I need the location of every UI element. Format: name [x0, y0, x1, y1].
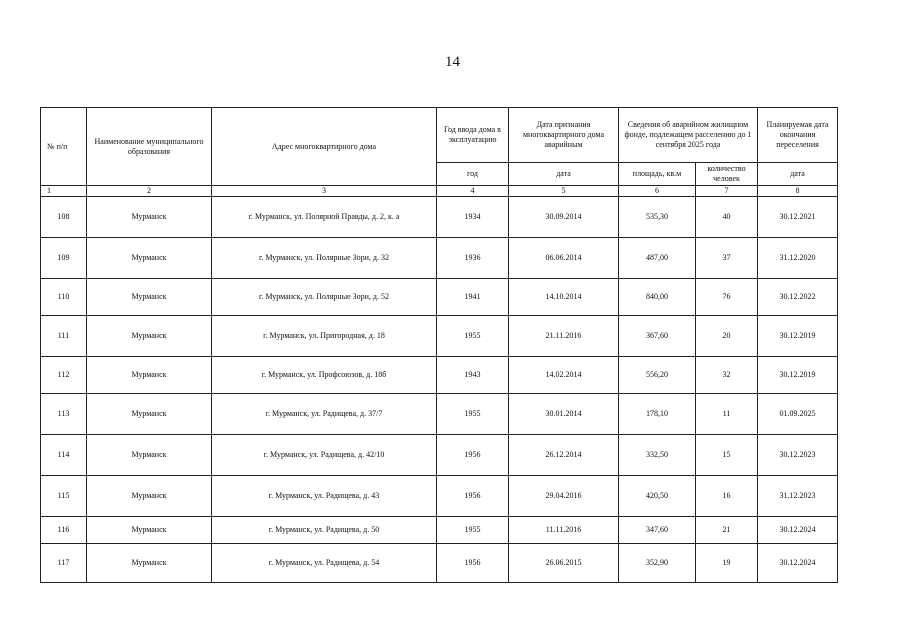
- subheader-people: количество человек: [696, 163, 758, 186]
- cell-planned: 30.12.2024: [758, 544, 838, 583]
- cell-address: г. Мурманск, ул. Радищева, д. 50: [212, 517, 437, 544]
- cell-municipality: Мурманск: [87, 357, 212, 394]
- cell-planned: 31.12.2020: [758, 238, 838, 279]
- cell-date: 30.01.2014: [509, 394, 619, 435]
- cell-year: 1934: [437, 197, 509, 238]
- table-row: [41, 435, 838, 476]
- column-number: 6: [619, 186, 696, 197]
- table-row: [41, 544, 838, 583]
- table-row: [41, 238, 838, 279]
- cell-year: 1943: [437, 357, 509, 394]
- cell-address: г. Мурманск, ул. Полярные Зори, д. 52: [212, 279, 437, 316]
- cell-address: г. Мурманск, ул. Радищева, д. 43: [212, 476, 437, 517]
- cell-planned: 30.12.2022: [758, 279, 838, 316]
- cell-no: 108: [41, 197, 87, 238]
- subheader-year: год: [437, 163, 509, 186]
- cell-year: 1956: [437, 435, 509, 476]
- cell-address: г. Мурманск, ул. Пригородная, д. 18: [212, 316, 437, 357]
- table-row: [41, 197, 838, 238]
- cell-people: 21: [696, 517, 758, 544]
- cell-year: 1956: [437, 476, 509, 517]
- header-year-built: Год ввода дома в эксплуатацию: [437, 108, 509, 163]
- cell-area: 556,20: [619, 357, 696, 394]
- subheader-planned: дата: [758, 163, 838, 186]
- cell-date: 30.09.2014: [509, 197, 619, 238]
- cell-date: 06.06.2014: [509, 238, 619, 279]
- header-no: № п/п: [41, 108, 87, 186]
- cell-date: 11.11.2016: [509, 517, 619, 544]
- cell-no: 114: [41, 435, 87, 476]
- cell-no: 110: [41, 279, 87, 316]
- cell-municipality: Мурманск: [87, 279, 212, 316]
- cell-municipality: Мурманск: [87, 394, 212, 435]
- cell-area: 420,50: [619, 476, 696, 517]
- cell-area: 347,60: [619, 517, 696, 544]
- cell-municipality: Мурманск: [87, 238, 212, 279]
- header-municipality: Наименование муниципального образования: [87, 108, 212, 186]
- subheader-date: дата: [509, 163, 619, 186]
- cell-date: 14.02.2014: [509, 357, 619, 394]
- cell-no: 116: [41, 517, 87, 544]
- cell-people: 11: [696, 394, 758, 435]
- cell-area: 332,50: [619, 435, 696, 476]
- cell-date: 26.06.2015: [509, 544, 619, 583]
- cell-municipality: Мурманск: [87, 435, 212, 476]
- header-address: Адрес многоквартирного дома: [212, 108, 437, 186]
- cell-planned: 30.12.2024: [758, 517, 838, 544]
- column-number: 2: [87, 186, 212, 197]
- cell-year: 1956: [437, 544, 509, 583]
- table-row: [41, 517, 838, 544]
- cell-area: 178,10: [619, 394, 696, 435]
- cell-address: г. Мурманск, ул. Радищева, д. 37/7: [212, 394, 437, 435]
- emergency-housing-table: [40, 107, 838, 583]
- cell-people: 37: [696, 238, 758, 279]
- cell-no: 111: [41, 316, 87, 357]
- column-number: 8: [758, 186, 838, 197]
- page-number: 14: [445, 54, 460, 70]
- cell-no: 115: [41, 476, 87, 517]
- header-fund-info: Сведения об аварийном жилищном фонде, подлежащем расселению до 1 сентября 2025 года: [619, 108, 758, 163]
- cell-date: 26.12.2014: [509, 435, 619, 476]
- cell-date: 29.04.2016: [509, 476, 619, 517]
- cell-no: 112: [41, 357, 87, 394]
- column-number: 7: [696, 186, 758, 197]
- cell-year: 1955: [437, 316, 509, 357]
- cell-date: 14.10.2014: [509, 279, 619, 316]
- table-row: [41, 279, 838, 316]
- cell-people: 15: [696, 435, 758, 476]
- cell-people: 76: [696, 279, 758, 316]
- table-row: [41, 357, 838, 394]
- cell-area: 487,00: [619, 238, 696, 279]
- cell-people: 20: [696, 316, 758, 357]
- cell-address: г. Мурманск, ул. Полярные Зори, д. 32: [212, 238, 437, 279]
- cell-no: 109: [41, 238, 87, 279]
- cell-municipality: Мурманск: [87, 316, 212, 357]
- cell-area: 367,60: [619, 316, 696, 357]
- cell-people: 19: [696, 544, 758, 583]
- subheader-area: площадь, кв.м: [619, 163, 696, 186]
- cell-municipality: Мурманск: [87, 197, 212, 238]
- cell-year: 1941: [437, 279, 509, 316]
- cell-planned: 30.12.2023: [758, 435, 838, 476]
- column-number: 5: [509, 186, 619, 197]
- table-row: [41, 476, 838, 517]
- cell-area: 535,30: [619, 197, 696, 238]
- cell-planned: 31.12.2023: [758, 476, 838, 517]
- column-number: 4: [437, 186, 509, 197]
- cell-year: 1936: [437, 238, 509, 279]
- column-number: 1: [41, 186, 87, 197]
- cell-people: 32: [696, 357, 758, 394]
- cell-address: г. Мурманск, ул. Полярной Правды, д. 2, к. а: [212, 197, 437, 238]
- cell-year: 1955: [437, 517, 509, 544]
- cell-municipality: Мурманск: [87, 517, 212, 544]
- cell-address: г. Мурманск, ул. Радищева, д. 54: [212, 544, 437, 583]
- cell-municipality: Мурманск: [87, 476, 212, 517]
- header-planned-date: Планируемая дата окончания переселения: [758, 108, 838, 163]
- cell-address: г. Мурманск, ул. Профсоюзов, д. 18б: [212, 357, 437, 394]
- cell-date: 21.11.2016: [509, 316, 619, 357]
- table-row: [41, 316, 838, 357]
- cell-planned: 30.12.2019: [758, 316, 838, 357]
- column-number: 3: [212, 186, 437, 197]
- cell-address: г. Мурманск, ул. Радищева, д. 42/10: [212, 435, 437, 476]
- cell-area: 840,00: [619, 279, 696, 316]
- cell-municipality: Мурманск: [87, 544, 212, 583]
- cell-people: 16: [696, 476, 758, 517]
- table-row: [41, 394, 838, 435]
- cell-planned: 30.12.2021: [758, 197, 838, 238]
- cell-people: 40: [696, 197, 758, 238]
- cell-no: 117: [41, 544, 87, 583]
- cell-planned: 01.09.2025: [758, 394, 838, 435]
- cell-planned: 30.12.2019: [758, 357, 838, 394]
- cell-year: 1955: [437, 394, 509, 435]
- cell-area: 352,90: [619, 544, 696, 583]
- header-date-emergency: Дата признания многоквартирного дома аварийным: [509, 108, 619, 163]
- cell-no: 113: [41, 394, 87, 435]
